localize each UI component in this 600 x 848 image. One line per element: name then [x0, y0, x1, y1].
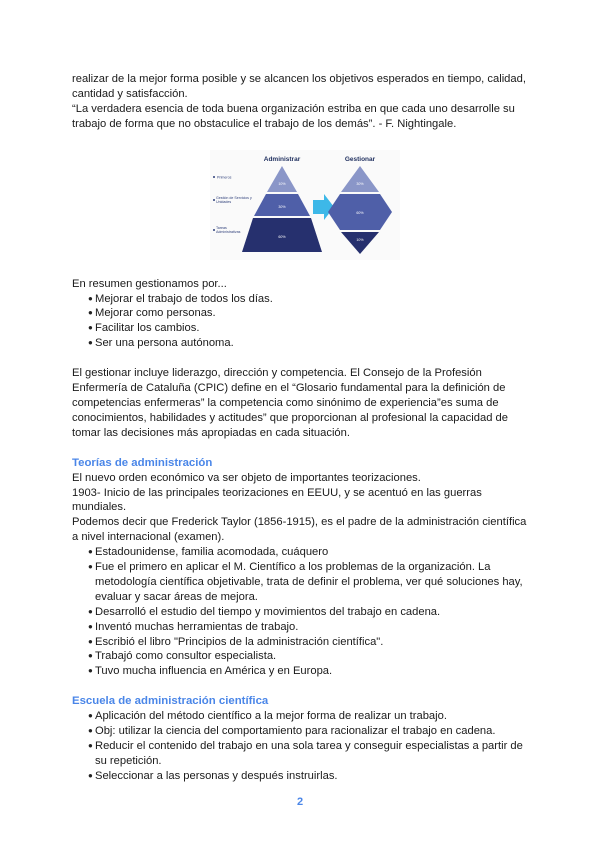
pyramid-left-top — [267, 166, 297, 192]
administrar-gestionar-figure — [210, 150, 400, 260]
list-item: ● Aplicación del método científico a la mejor forma de realizar un trabajo. — [72, 709, 532, 724]
pct-left-mid: 30% — [278, 204, 286, 209]
pct-right-top: 30% — [356, 181, 364, 186]
figure-title-right: Gestionar — [344, 155, 376, 163]
list-item: ● Desarrolló el estudio del tiempo y movimientos del trabajo en cadena. — [72, 605, 532, 620]
nightingale-quote: “La verdadera esencia de toda buena organización estriba en que cada uno desarrolle su trabajo de forma que no obstaculice el trabajo de los demás”. - F. Nightingale. — [72, 102, 515, 130]
section-heading-teorias: Teorías de administración — [72, 456, 213, 469]
intro-line: realizar de la mejor forma posible y se alcancen los objetivos esperados en tiempo, calidad, — [72, 73, 526, 85]
pct-left-top: 10% — [278, 181, 286, 186]
gestion-paragraph: El gestionar incluye liderazgo, dirección y competencia. El Consejo de la Profesión Enfermería de Cataluña (CPIC) define en el “Glosario fundamental para la definición de competencias enfermeras” la competencia como sinónimo de experiencia”es suma de conocimientos, habilidades y actitudes” que proporcionan al profesional la capacidad de tomar las decisiones más apropiadas en cada situación. — [72, 367, 508, 439]
figure-title-left: Administrar — [263, 155, 301, 163]
teorias-line: El nuevo orden económico va ser objeto de importantes teorizaciones. — [72, 471, 421, 484]
list-item: ● Mejorar el trabajo de todos los días. — [72, 292, 532, 307]
label-primeros: Primeros — [217, 175, 232, 180]
section-heading-escuela: Escuela de administración científica — [72, 695, 269, 708]
list-item: ● Obj: utilizar la ciencia del comportamiento para racionalizar el trabajo en cadena. — [72, 724, 532, 739]
document-page — [72, 72, 532, 784]
summary-list — [72, 292, 532, 352]
list-item: ● Tuvo mucha influencia en América y en Europa. — [72, 664, 532, 679]
diamond-top — [341, 166, 379, 192]
pyramid-diagram — [210, 150, 400, 260]
list-item: ● Estadounidense, familia acomodada, cuáquero — [72, 545, 532, 560]
page-number: 2 — [296, 796, 304, 808]
list-item: ● Facilitar los cambios. — [72, 321, 532, 336]
pct-left-bottom: 60% — [278, 234, 286, 239]
list-item: ● Reducir el contenido del trabajo en una sola tarea y conseguir especialistas a partir de su repetición. — [72, 739, 532, 769]
escuela-list — [72, 709, 532, 784]
list-item: ● Inventó muchas herramientas de trabajo. — [72, 620, 532, 635]
pct-right-mid: 60% — [356, 210, 364, 215]
summary-lead: En resumen gestionamos por... — [72, 277, 227, 290]
list-item: ● Trabajó como consultor especialista. — [72, 649, 532, 664]
teorias-line: 1903- Inicio de las principales teorizaciones en EEUU, y se acentuó en las guerras mundiales. — [72, 486, 482, 514]
diamond-bottom — [341, 232, 379, 254]
teorias-line: Podemos decir que Frederick Taylor (1856-1915), es el padre de la administración científica a nivel internacional (examen). — [72, 516, 527, 544]
list-item: ● Fue el primero en aplicar el M. Científico a los problemas de la organización. La metodología científica objetivable, trata de definir el problema, ver qué soluciones hay, evaluar y sacar áreas de mejora. — [72, 560, 532, 605]
label-tareas-admin: Tareas Administrativas — [216, 225, 241, 234]
list-item: ● Escribió el libro "Principios de la administración científica". — [72, 635, 532, 650]
list-item: ● Ser una persona autónoma. — [72, 336, 532, 351]
list-item: ● Seleccionar a las personas y después instruirlas. — [72, 769, 532, 784]
taylor-list — [72, 545, 532, 679]
pct-right-bottom: 10% — [356, 237, 364, 242]
list-item: ● Mejorar como personas. — [72, 306, 532, 321]
label-gestion-servicios: Gestión de Servicios y Unidades — [216, 195, 252, 204]
intro-line: cantidad y satisfacción. — [72, 87, 188, 100]
